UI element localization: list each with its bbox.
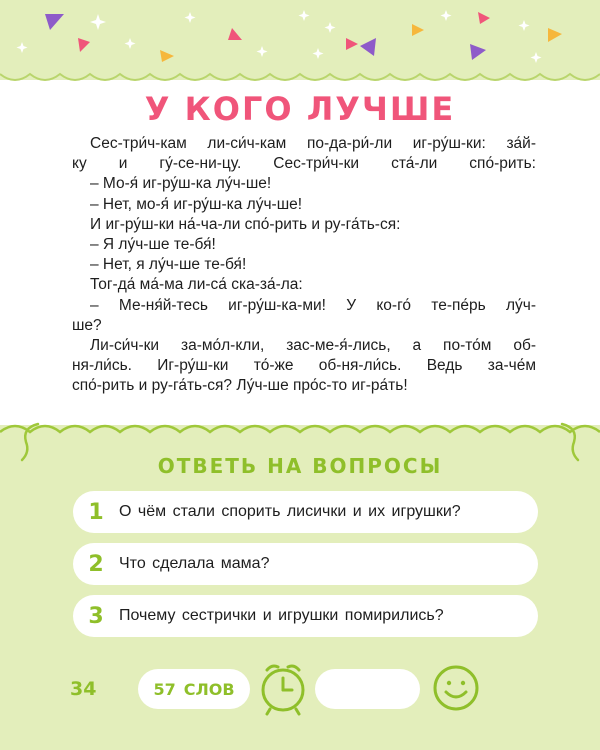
word-count-value: 57	[153, 679, 176, 699]
word-count-badge	[138, 669, 250, 709]
top-wavy-edge	[0, 64, 600, 88]
question-text: О чём стали спорить лисички и их игрушки?	[119, 503, 461, 520]
story-line: И иг-ру́ш-ки на́-ча-ли спо́-рить и ру-га́ть-ся:	[90, 215, 401, 233]
question-item	[73, 491, 538, 533]
story-line: – Нет, мо-я́ иг-ру́ш-ка лу́ч-ше!	[90, 195, 303, 213]
question-text: Что сделала мама?	[119, 555, 270, 572]
story-line: – Я лу́ч-ше те-бя́!	[90, 236, 216, 254]
word-count-label: СЛОВ	[183, 679, 235, 699]
question-text: Почему сестрички и игрушки помирились?	[119, 607, 444, 624]
story-line: спо́-рить и ру-га́ть-ся? Лу́ч-ше про́с-то иг-ра́ть!	[72, 377, 408, 395]
question-number: 1	[88, 499, 104, 525]
alarm-clock-icon	[258, 660, 308, 716]
story-title: У КОГО ЛУЧШЕ	[144, 90, 456, 128]
question-number: 2	[88, 551, 104, 577]
story-line: ше?	[72, 316, 102, 334]
story-line: – Ме-ня́й-тесь иг-ру́ш-ка-ми! У ко-го́ те-пе́рь лу́ч-	[90, 296, 536, 314]
questions-heading: ОТВЕТЬ НА ВОПРОСЫ	[157, 454, 443, 478]
question-item	[73, 595, 538, 637]
story-line: Сес-три́ч-кам ли-си́ч-кам по-да-ри́-ли иг-ру́ш-ки: за́й-	[90, 135, 536, 152]
smiley-face-icon	[432, 664, 480, 712]
story-text	[72, 134, 536, 397]
story-line: ня-ли́сь. Иг-ру́ш-ки то́-же об-ня-ли́сь. Ведь за-че́м	[72, 357, 536, 375]
page-number: 34	[70, 678, 97, 700]
bottom-wavy-edge	[0, 418, 600, 440]
story-line: ку и гу́-се-ни-цу. Сес-три́ч-ки ста́-ли спо́-рить:	[72, 155, 536, 173]
story-line: – Нет, я лу́ч-ше те-бя́!	[90, 256, 247, 274]
question-item	[73, 543, 538, 585]
question-number: 3	[88, 603, 104, 629]
story-line: – Мо-я́ иг-ру́ш-ка лу́ч-ше!	[90, 175, 272, 193]
story-line: Ли-си́ч-ки за-мо́л-кли, зас-ме-я́-лись, а по-то́м об-	[90, 337, 536, 355]
reading-time-field[interactable]	[315, 669, 420, 709]
story-line: Тог-да́ ма́-ма ли-са́ ска-за́-ла:	[90, 276, 303, 294]
